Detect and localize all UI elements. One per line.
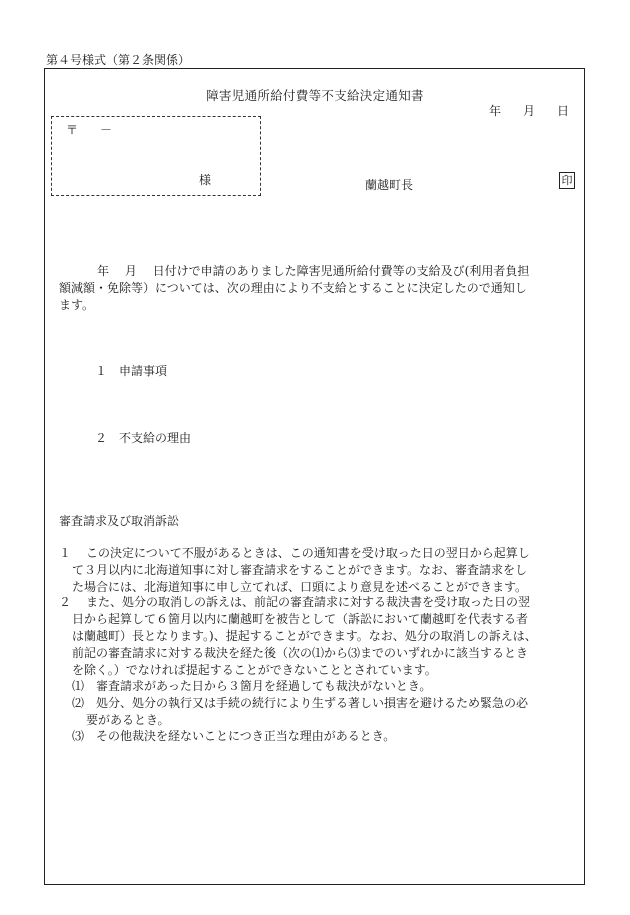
appeal-1-line: た場合には、北海道知事に申し立てれば、口頭により意見を述べることができます。 [72,580,528,594]
intro-paragraph [59,263,581,314]
intro-line: ます。 [59,298,95,312]
sub-item-1-number: ⑴ [72,679,85,693]
appeal-2-line: を除く。）でなければ提起することができないこととされています。 [72,663,437,677]
appeal-1-line: て３月以内に北海道知事に対し審査請求をすることができます。なお、審査請求をし [72,563,528,577]
appeal-2-line: また、処分の取消しの訴えは、前記の審査請求に対する裁決書を受け取った日の翌 [86,595,531,609]
appeal-heading: 審査請求及び取消訴訟 [59,514,180,528]
sub-item-line: その他裁決を経ないことにつき正当な理由があるとき。 [96,729,396,743]
document-title: 障害児通所給付費等不支給決定通知書 [206,88,424,103]
postal-code-line [66,121,112,138]
sub-item-3-number: ⑶ [72,729,85,743]
date-year: 年 [489,104,502,118]
item-label: 不支給の理由 [119,431,192,445]
appeal-2-line: 日から起算して６箇月以内に蘭越町を被告として（訴訟において蘭越町を代表する者 [72,612,529,626]
issuer-name: 蘭越町長 [365,178,414,192]
item-number: ２ [95,431,108,445]
recipient-honorific: 様 [199,173,212,187]
intro-line: 年 月 日付けで申請のありました障害児通所給付費等の支給及び(利用者負担 [97,264,530,278]
date-month: 月 [523,104,536,118]
sub-item-line: 処分、処分の執行又は手続の続行により生ずる著しい損害を避けるため緊急の必 [96,696,529,710]
item-reason [95,429,191,446]
sub-item-2-number: ⑵ [72,696,85,710]
item-number: １ [95,364,108,378]
intro-line: 額減額・免除等）については、次の理由により不支給とすることに決定したので通知し [59,281,527,295]
date-day: 日 [557,104,570,118]
item-label: 申請事項 [119,364,168,378]
appeal-1-line: この決定について不服があるときは、この通知書を受け取った日の翌日から起算し [86,546,530,560]
item-application [95,362,167,379]
form-number: 第４号様式（第２条関係） [46,53,191,67]
date-line [489,102,569,119]
appeal-2-line: 前記の審査請求に対する裁決を経た後（次の⑴から⑶までのいずれかに該当するとき [72,646,529,660]
appeal-2-number: ２ [59,595,72,609]
sub-item-line: 審査請求があった日から３箇月を経過しても裁決がないとき。 [96,679,432,693]
postal-dash: － [100,123,113,137]
appeal-1-number: １ [59,546,72,560]
seal-mark: 印 [559,172,575,189]
postal-mark: 〒 [66,123,79,137]
sub-item-line: 要があるとき。 [86,713,170,727]
appeal-2-line: は蘭越町）長となります。)、提起することができます。なお、処分の取消しの訴えは、 [72,629,537,643]
